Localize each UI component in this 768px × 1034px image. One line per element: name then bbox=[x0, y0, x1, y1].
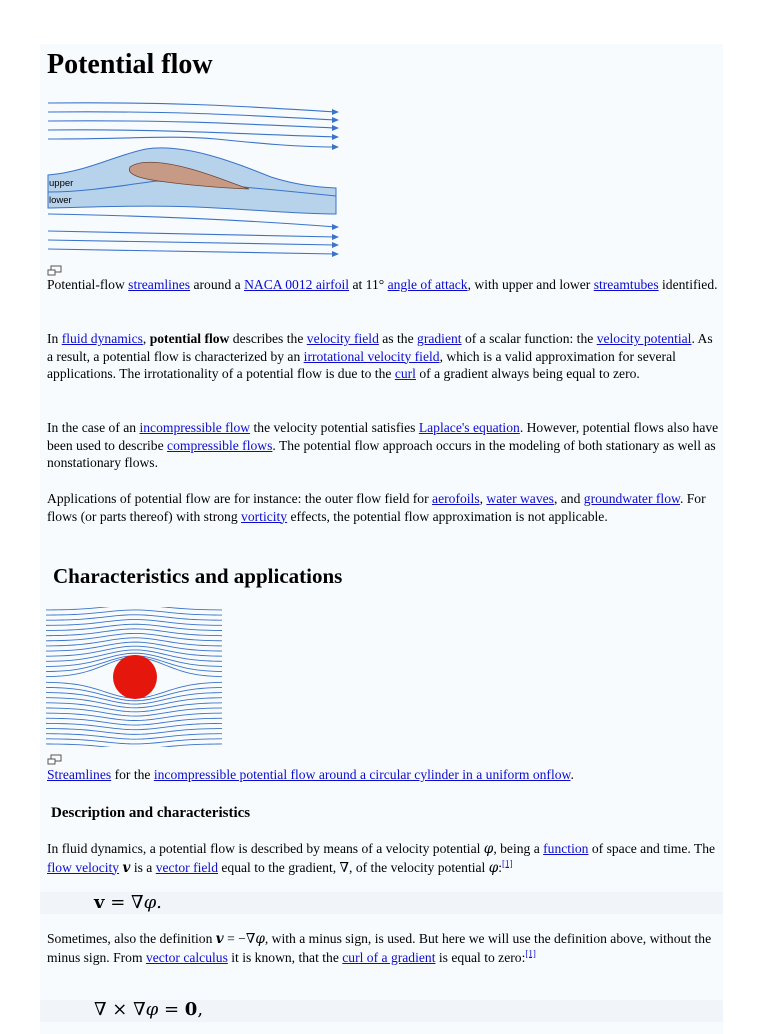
velocity-potential-paragraph: In fluid dynamics, a potential flow is described by means of a velocity potential φ, being a function of space and time. The flow velocity v is a vector field equal to the gradient, ∇, of the velocity potential φ:[1] bbox=[47, 841, 716, 876]
subsection-heading-description: Description and characteristics bbox=[51, 805, 251, 821]
streamline bbox=[46, 744, 222, 747]
incompressible-flow-link[interactable]: incompressible flow bbox=[139, 420, 251, 435]
airfoil-streamlines-figure[interactable] bbox=[46, 97, 342, 262]
streamline bbox=[46, 698, 222, 708]
lower-label: lower bbox=[49, 195, 72, 206]
streamline bbox=[46, 607, 222, 610]
curl-of-gradient-link[interactable]: curl of a gradient bbox=[342, 949, 436, 965]
streamtubes-link[interactable]: streamtubes bbox=[593, 277, 659, 292]
cylinder-shape bbox=[113, 655, 157, 699]
flow-velocity-link[interactable]: flow velocity bbox=[47, 859, 120, 875]
figure2-caption: Streamlines for the incompressible potential flow around a circular cylinder in a uniform onflow. bbox=[47, 767, 574, 782]
water-waves-link[interactable]: water waves bbox=[486, 491, 554, 506]
section-heading-characteristics: Characteristics and applications bbox=[53, 564, 343, 588]
groundwater-flow-link[interactable]: groundwater flow bbox=[583, 491, 680, 506]
equation-2: ∇ × ∇φ = 0, bbox=[94, 999, 204, 1020]
page-title: Potential flow bbox=[47, 49, 213, 80]
irrotational-velocity-field-link[interactable]: irrotational velocity field bbox=[303, 348, 440, 364]
naca-airfoil-link[interactable]: NACA 0012 airfoil bbox=[244, 277, 350, 292]
applications-paragraph: Applications of potential flow are for instance: the outer flow field for aerofoils, water waves, and groundwater flow. For flows (or parts thereof) with strong vorticity effects, the potential flow approximation is not applicable. bbox=[47, 491, 706, 524]
intro-paragraph: In fluid dynamics, potential flow describes the velocity field as the gradient of a scalar function: the velocity potential. As a result, a potential flow is characterized by an irrotational velocity field, which is a valid approximation for several applications. The irrotationality of a potential flow is due to the curl of a gradient always being equal to zero. bbox=[47, 331, 713, 382]
aerofoils-link[interactable]: aerofoils bbox=[432, 491, 480, 506]
equation-1: v = ∇φ. bbox=[94, 892, 162, 913]
vorticity-link[interactable]: vorticity bbox=[241, 508, 288, 524]
velocity-potential-link[interactable]: velocity potential bbox=[596, 331, 692, 346]
laplace-equation-link[interactable]: Laplace's equation bbox=[418, 420, 520, 435]
reference-1-link[interactable]: [1] bbox=[502, 858, 513, 869]
compressible-flows-link[interactable]: compressible flows bbox=[167, 437, 273, 453]
cylinder-streamlines-figure[interactable] bbox=[46, 607, 224, 747]
vector-calculus-link[interactable]: vector calculus bbox=[145, 949, 228, 965]
minus-sign-paragraph: Sometimes, also the definition v = −∇φ, with a minus sign, is used. But here we will use the definition above, without the minus sign. From vector calculus it is known, that the curl of a gradient is equal to zero:[1] bbox=[47, 931, 712, 965]
reference-1-link[interactable]: [1] bbox=[525, 948, 536, 959]
upper-label: upper bbox=[49, 178, 74, 189]
figure1-caption: Potential-flow streamlines around a NACA 0012 airfoil at 11° angle of attack, with upper and lower streamtubes identified. bbox=[47, 277, 718, 292]
enlarge-icon[interactable] bbox=[47, 754, 63, 766]
velocity-field-link[interactable]: velocity field bbox=[306, 331, 379, 346]
streamlines-link[interactable]: Streamlines bbox=[47, 767, 112, 782]
streamlines-link[interactable]: streamlines bbox=[128, 277, 191, 292]
cylinder-flow-link[interactable]: incompressible potential flow around a circular cylinder in a uniform onflow bbox=[153, 767, 571, 782]
fluid-dynamics-link[interactable]: fluid dynamics bbox=[61, 331, 143, 346]
vector-field-link[interactable]: vector field bbox=[155, 859, 218, 875]
curl-link[interactable]: curl bbox=[394, 366, 416, 382]
function-link[interactable]: function bbox=[543, 841, 589, 856]
streamline bbox=[46, 646, 222, 656]
gradient-link[interactable]: gradient bbox=[417, 331, 462, 346]
incompressible-paragraph: In the case of an incompressible flow the velocity potential satisfies Laplace's equation. However, potential flows also have been used to describe compressible flows. The potential flow approach occurs in the modeling of both stationary as well as nonstationary flows. bbox=[47, 420, 719, 471]
angle-of-attack-link[interactable]: angle of attack bbox=[387, 277, 468, 292]
